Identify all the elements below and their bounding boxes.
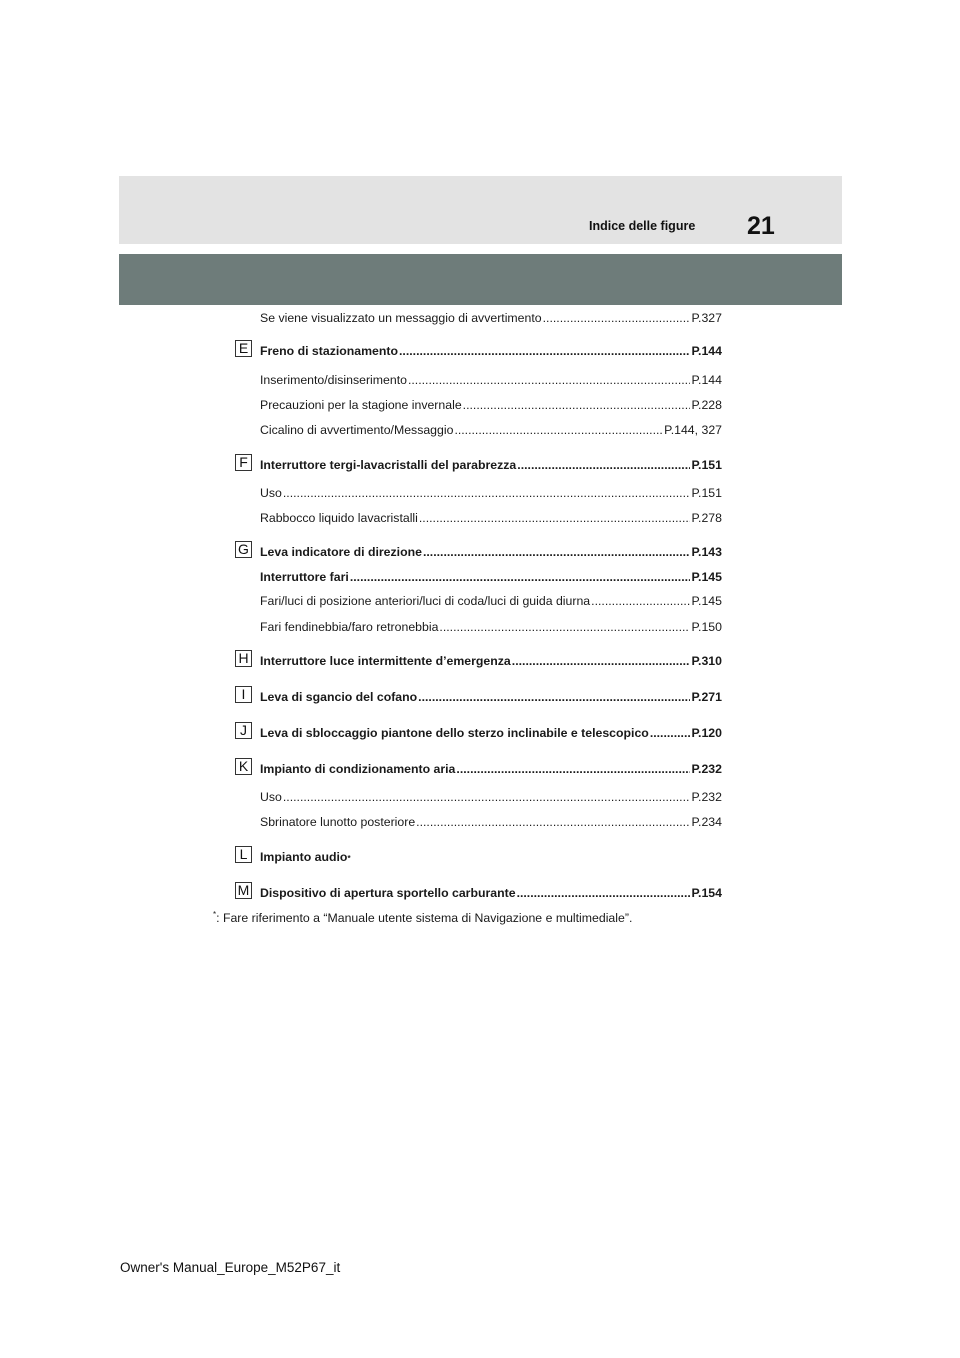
entry-page-ref: P.151	[691, 486, 722, 500]
entry-page-ref: P.151	[691, 458, 722, 472]
footnote-marker: *	[347, 854, 351, 863]
entry-label: Leva di sbloccaggio piantone dello sterzo inclinabile e telescopico	[260, 726, 649, 740]
entry-page-ref: P.120	[691, 726, 722, 740]
letter-marker-k: K	[235, 758, 252, 775]
entry-label: Dispositivo di apertura sportello carburante	[260, 886, 516, 900]
entry-label: Uso	[260, 790, 282, 804]
dot-leader	[463, 397, 691, 413]
entry-label: Interruttore luce intermittente d’emergenza	[260, 654, 511, 668]
entry-page-ref: P.144	[691, 344, 722, 358]
entry-label: Leva indicatore di direzione	[260, 545, 422, 559]
letter-marker-j: J	[235, 722, 252, 739]
letter-marker-l: L	[235, 846, 252, 863]
entry-page-ref: P.232	[691, 790, 722, 804]
entry-label: Se viene visualizzato un messaggio di avvertimento	[260, 311, 542, 325]
entry-label: Rabbocco liquido lavacristalli	[260, 511, 418, 525]
dot-leader	[454, 422, 663, 438]
entry-label: Precauzioni per la stagione invernale	[260, 398, 462, 412]
entry-page-ref: P.278	[691, 511, 722, 525]
index-entry	[260, 343, 722, 359]
index-entry	[260, 849, 722, 865]
dot-leader	[517, 885, 691, 901]
entry-page-ref: P.234	[691, 815, 722, 829]
dot-leader	[512, 653, 691, 669]
entry-page-ref: P.145	[691, 570, 722, 584]
footer-manual-id: Owner's Manual_Europe_M52P67_it	[120, 1260, 341, 1275]
dot-leader	[456, 761, 690, 777]
entry-page-ref: P.232	[691, 762, 722, 776]
entry-label: Leva di sgancio del cofano	[260, 690, 418, 704]
dot-leader	[283, 485, 691, 501]
entry-page-ref: P.150	[691, 620, 722, 634]
index-entry	[260, 569, 722, 585]
entry-label: Interruttore tergi-lavacristalli del parabrezza	[260, 458, 517, 472]
index-entry	[260, 372, 722, 388]
dot-leader	[408, 372, 690, 388]
entry-page-ref: P.145	[691, 594, 722, 608]
entry-label: Fari/luci di posizione anteriori/luci di coda/luci di guida diurna	[260, 594, 591, 608]
index-entry	[260, 485, 722, 501]
entry-label: Freno di stazionamento	[260, 344, 399, 358]
footnote-text: : Fare riferimento a “Manuale utente sistema di Navigazione e multimediale”.	[216, 911, 633, 925]
index-entry	[260, 457, 722, 473]
letter-marker-h: H	[235, 650, 252, 667]
index-entry	[260, 725, 722, 741]
index-entry	[260, 510, 722, 526]
entry-page-ref: P.271	[691, 690, 722, 704]
letter-marker-e: E	[235, 340, 252, 357]
entry-label: Uso	[260, 486, 282, 500]
letter-marker-f: F	[235, 454, 252, 471]
dot-leader	[423, 544, 690, 560]
index-entry	[260, 619, 722, 635]
entry-label: Impianto di condizionamento aria	[260, 762, 456, 776]
entry-page-ref: P.228	[691, 398, 722, 412]
letter-marker-g: G	[235, 541, 252, 558]
entry-label: Impianto audio	[260, 850, 348, 864]
entry-page-ref: P.327	[691, 311, 722, 325]
dot-leader	[283, 789, 691, 805]
index-entry	[260, 885, 722, 901]
entry-page-ref: P.143	[691, 545, 722, 559]
index-entry	[260, 761, 722, 777]
footnote-marker: *	[213, 910, 217, 919]
page-number: 21	[747, 212, 775, 240]
footnote	[213, 907, 632, 926]
entry-page-ref: P.144	[691, 373, 722, 387]
index-entry	[260, 310, 722, 326]
dot-leader	[399, 343, 690, 359]
entry-label: Cicalino di avvertimento/Messaggio	[260, 423, 454, 437]
entry-label: Sbrinatore lunotto posteriore	[260, 815, 416, 829]
index-entry	[260, 397, 722, 413]
entry-page-ref: P.144, 327	[664, 423, 722, 437]
dot-leader	[591, 593, 690, 609]
letter-marker-m: M	[235, 882, 252, 899]
section-title: Indice delle figure	[589, 219, 696, 233]
dot-leader	[419, 510, 691, 526]
index-entry	[260, 689, 722, 705]
index-entry	[260, 544, 722, 560]
letter-marker-i: I	[235, 686, 252, 703]
entry-page-ref: P.310	[691, 654, 722, 668]
index-entry	[260, 789, 722, 805]
entry-page-ref: P.154	[691, 886, 722, 900]
index-entry	[260, 814, 722, 830]
dot-leader	[543, 310, 691, 326]
dot-leader	[350, 569, 691, 585]
dot-leader	[418, 689, 690, 705]
index-entry	[260, 653, 722, 669]
dot-leader	[439, 619, 690, 635]
dot-leader	[416, 814, 690, 830]
index-entry	[260, 422, 722, 438]
entry-label: Fari fendinebbia/faro retronebbia	[260, 620, 439, 634]
dot-leader	[517, 457, 690, 473]
entry-label: Interruttore fari	[260, 570, 349, 584]
entry-label: Inserimento/disinserimento	[260, 373, 407, 387]
dot-leader	[650, 725, 691, 741]
index-entry	[260, 593, 722, 609]
